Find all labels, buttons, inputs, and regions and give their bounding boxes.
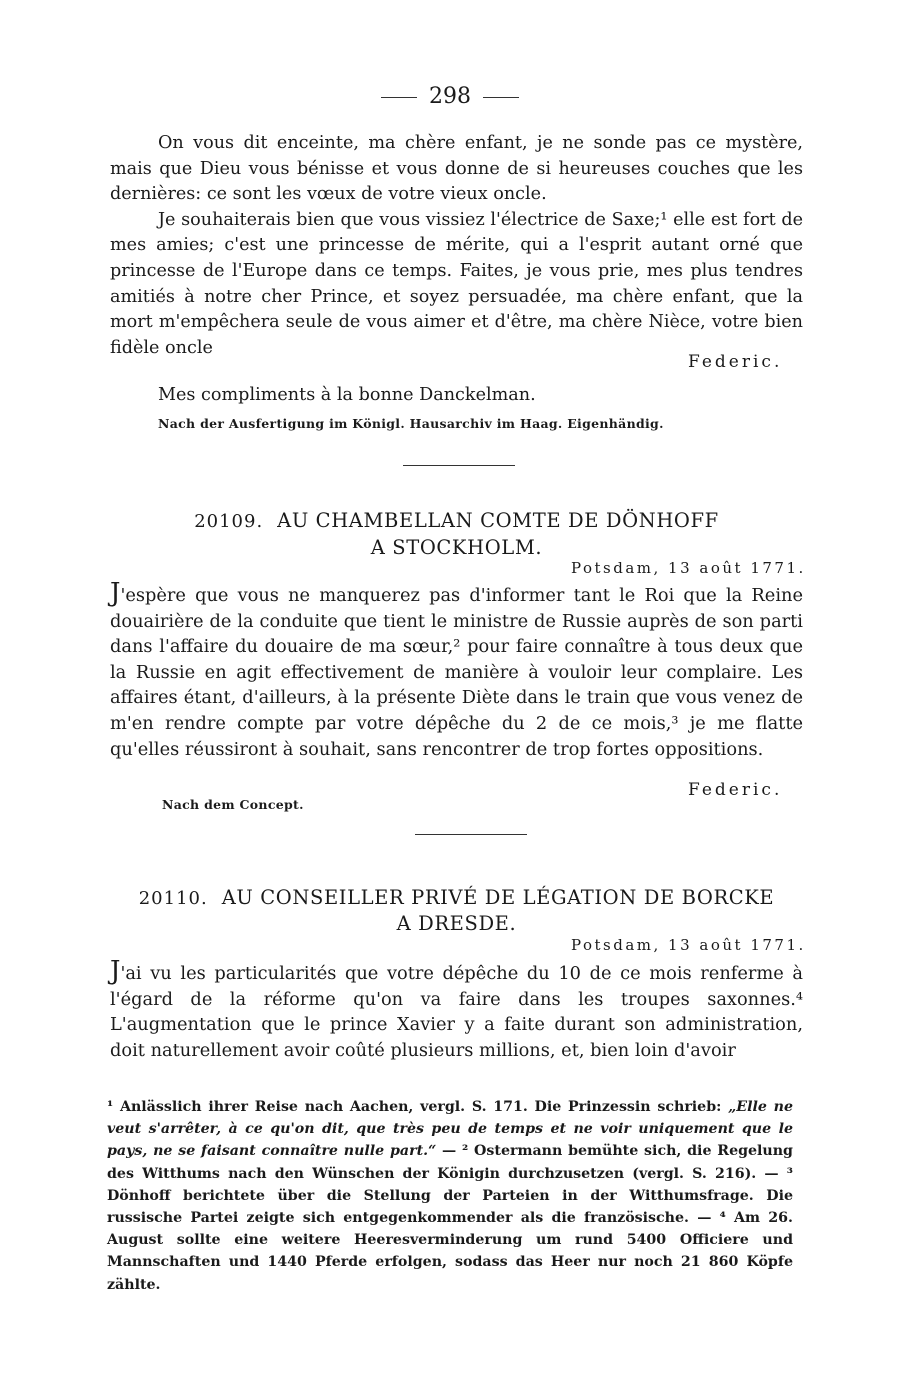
letter-20110-place-date: Potsdam, 13 août 1771. — [571, 936, 806, 954]
section-rule-1 — [403, 465, 515, 466]
letter-20110-dropcap: J — [110, 956, 121, 986]
letter-20109-heading-line2: A STOCKHOLM. — [370, 536, 543, 559]
letter-prev-signature: Federic. — [688, 352, 783, 372]
page-number — [0, 84, 900, 109]
footnote-1-quote: „Elle ne veut s'arrêter, à ce qu'on dit, que très peu de temps et ne voir uniquement que le pays, ne se faisant connaître nulle part.“ — [107, 1099, 793, 1160]
letter-20109-heading-line1: AU CHAMBELLAN COMTE DE DÖNHOFF — [277, 509, 719, 532]
letter-20110-heading-line2: A DRESDE. — [396, 912, 517, 935]
letter-20109-number: 20109. — [194, 511, 264, 532]
letter-prev-postscript: Mes compliments à la bonne Danckelman. — [158, 385, 536, 405]
footnotes — [107, 1096, 793, 1296]
letter-prev-body — [110, 131, 803, 361]
letter-20109-place-date: Potsdam, 13 août 1771. — [571, 559, 806, 577]
letter-20109-heading — [110, 509, 803, 534]
page-number-rule-left — [381, 97, 417, 98]
letter-20109-body — [110, 578, 803, 762]
page-number-text: 298 — [429, 84, 471, 109]
letter-20110-body — [110, 956, 803, 1063]
letter-20109-signature: Federic. — [688, 780, 783, 800]
letter-prev-source: Nach der Ausfertigung im Königl. Hausarchiv im Haag. Eigenhändig. — [158, 416, 664, 431]
footnote-4: — ⁴ Am 26. August sollte eine weitere Heeresverminderung um rund 5400 Officiere und Mannschaften und 1440 Pferde erfolgen, sodass das Heer nur noch 21 860 Köpfe zählte. — [107, 1210, 793, 1293]
page-number-rule-right — [483, 97, 519, 98]
letter-20109-dropcap: J — [110, 578, 121, 608]
footnote-2: — ² Ostermann bemühte sich, die Regelung des Witthums nach den Wünschen der Königin durchzusetzen (vergl. S. 216). — [107, 1143, 793, 1182]
letter-prev-postscript-wrap — [110, 383, 803, 409]
section-rule-2 — [415, 834, 527, 835]
letter-20109-source: Nach dem Concept. — [162, 797, 304, 812]
footnote-3: — ³ Dönhoff berichtete über die Stellung der Parteien in der Witthumsfrage. Die russische Partei zeigte sich entgegenkommender als die französische. — [107, 1165, 793, 1227]
letter-prev-paragraph-2: Je souhaiterais bien que vous vissiez l'électrice de Saxe;¹ elle est fort de mes amies; c'est une princesse de mérite, qui a l'esprit autant orné que princesse de l'Europe dans ce temps. Faites, je vous prie, mes plus tendres amitiés à notre cher Prince, et soyez persuadée, ma chère enfant, que la mort m'empêchera seule de vous aimer et d'être, ma chère Nièce, votre bien fidèle oncle — [110, 209, 803, 358]
letter-20109-text: 'espère que vous ne manquerez pas d'informer tant le Roi que la Reine douairière de la conduite que tient le ministre de Russie auprès de son parti dans l'affaire du douaire de ma sœur,² pour faire connaître à tous deux que la Russie en agit effectivement de manière à vouloir leur complaire. Les affaires étant, d'ailleurs, à la présente Diète dans le train que vous venez de m'en rendre compte par votre dépêche du 2 de ce mois,³ je me flatte qu'elles réussiront à souhait, sans rencontrer de trop fortes oppositions. — [110, 585, 803, 760]
letter-20110-heading-line1: AU CONSEILLER PRIVÉ DE LÉGATION DE BORCKE — [221, 886, 775, 909]
letter-20110-text: 'ai vu les particularités que votre dépêche du 10 de ce mois renferme à l'égard de la réforme qu'on va faire dans les troupes saxonnes.⁴ L'augmentation que le prince Xavier y a faite durant son administration, doit naturellement avoir coûté plusieurs millions, et, bien loin d'avoir — [110, 963, 803, 1061]
letter-prev-paragraph-1: On vous dit enceinte, ma chère enfant, je ne sonde pas ce mystère, mais que Dieu vous bénisse et vous donne de si heureuses couches que les dernières: ce sont les vœux de votre vieux oncle. — [110, 133, 803, 205]
footnote-1a: ¹ Anlässlich ihrer Reise nach Aachen, vergl. S. 171. Die Prinzessin schrieb: — [107, 1099, 722, 1115]
letter-20110-heading — [110, 886, 803, 911]
letter-20110-number: 20110. — [138, 888, 208, 909]
